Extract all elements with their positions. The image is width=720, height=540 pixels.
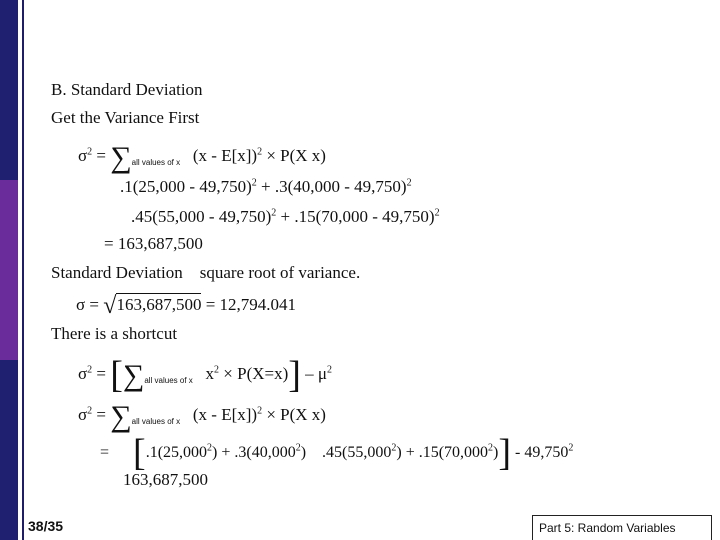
shortcut-label: There is a shortcut <box>51 324 178 343</box>
sum-subscript: all values of x <box>144 376 193 385</box>
exponent: 2 <box>251 177 257 189</box>
slide-number: 38/35 <box>28 518 64 534</box>
exponent: 2 <box>271 207 277 219</box>
equals-sign: = <box>85 295 104 314</box>
deviation-term: (x - E[x]) <box>192 405 258 424</box>
calc-term: ) + .15(70,000 <box>396 444 489 461</box>
left-divider-line <box>22 0 24 540</box>
summation-symbol: ∑ <box>110 400 132 433</box>
exponent: 2 <box>257 405 263 417</box>
radicand: 163,687,500 <box>116 295 202 314</box>
right-bracket: ] <box>288 354 301 396</box>
exponent: 2 <box>257 146 263 158</box>
left-bar-top <box>0 0 18 180</box>
sd-label: Standard Deviation <box>51 263 183 282</box>
calc-term: .1(25,000 - 49,750) <box>120 177 252 196</box>
calc-term: ) <box>300 444 307 461</box>
exponent: 2 <box>391 442 397 454</box>
exponent: 2 <box>87 146 93 158</box>
section-title: Part 5: Random Variables <box>532 515 712 540</box>
square-root <box>103 293 202 319</box>
exponent: 2 <box>406 177 412 189</box>
calc-term: .3(40,000 - 49,750) <box>274 177 407 196</box>
sigma-symbol: σ <box>78 364 88 383</box>
radical-sign: √ <box>103 293 117 319</box>
summation-symbol: ∑ <box>122 359 145 392</box>
shortcut-formula <box>78 354 333 396</box>
shortcut-result: 163,687,500 <box>123 470 208 489</box>
left-bracket: [ <box>110 354 123 396</box>
exponent: 2 <box>87 364 93 376</box>
left-bar-bottom <box>0 360 18 540</box>
variance-result: = 163,687,500 <box>104 234 203 253</box>
equals-sign: = <box>92 364 111 383</box>
exponent: 2 <box>295 442 301 454</box>
calc-term: .15(70,000 - 49,750) <box>294 207 435 226</box>
variance-formula-repeat <box>78 402 326 432</box>
exponent: 2 <box>327 364 333 376</box>
exponent: 2 <box>488 442 494 454</box>
plus-sign: + <box>256 177 275 196</box>
sd-calculation <box>76 293 297 319</box>
calc-term: ) <box>493 444 499 461</box>
deviation-term: (x - E[x]) <box>192 146 258 165</box>
sigma-symbol: σ <box>78 405 88 424</box>
calc-line-2 <box>131 207 440 227</box>
exponent: 2 <box>87 405 93 417</box>
right-bracket: ] <box>498 432 512 474</box>
mu-term: – μ <box>300 364 328 383</box>
x-term: x <box>205 364 215 383</box>
equals-sign: = <box>100 444 110 461</box>
calc-term: .1(25,000 <box>145 444 208 461</box>
sigma-symbol: σ <box>78 146 88 165</box>
exponent: 2 <box>214 364 220 376</box>
exponent: 2 <box>434 207 440 219</box>
calc-term: - 49,750 <box>511 444 569 461</box>
sd-definition <box>51 263 360 283</box>
calc-term: .45(55,000 <box>322 444 392 461</box>
equals-sign: = <box>92 405 111 424</box>
summation-symbol: ∑ <box>110 141 132 174</box>
calc-term: .45(55,000 - 49,750) <box>131 207 272 226</box>
variance-intro: Get the Variance First <box>51 108 200 127</box>
slide-heading: B. Standard Deviation <box>51 80 203 99</box>
sd-text: square root of variance. <box>199 263 361 282</box>
sum-subscript: all values of x <box>131 417 181 426</box>
variance-formula <box>78 143 326 173</box>
shortcut-calculation <box>100 432 574 474</box>
calc-term: ) + .3(40,000 <box>212 444 296 461</box>
plus-sign: + <box>276 207 295 226</box>
calc-line-1 <box>120 177 412 197</box>
exponent: 2 <box>568 442 574 454</box>
equals-sign: = <box>92 146 111 165</box>
sd-result: = 12,794.041 <box>201 295 297 314</box>
left-bar-middle <box>0 180 18 360</box>
sum-subscript: all values of x <box>131 158 181 167</box>
left-bracket: [ <box>133 432 146 474</box>
probability-term: × P(X x) <box>262 146 326 165</box>
probability-term: × P(X=x) <box>219 364 289 383</box>
sigma-symbol: σ <box>76 295 86 314</box>
exponent: 2 <box>207 442 213 454</box>
probability-term: × P(X x) <box>262 405 326 424</box>
